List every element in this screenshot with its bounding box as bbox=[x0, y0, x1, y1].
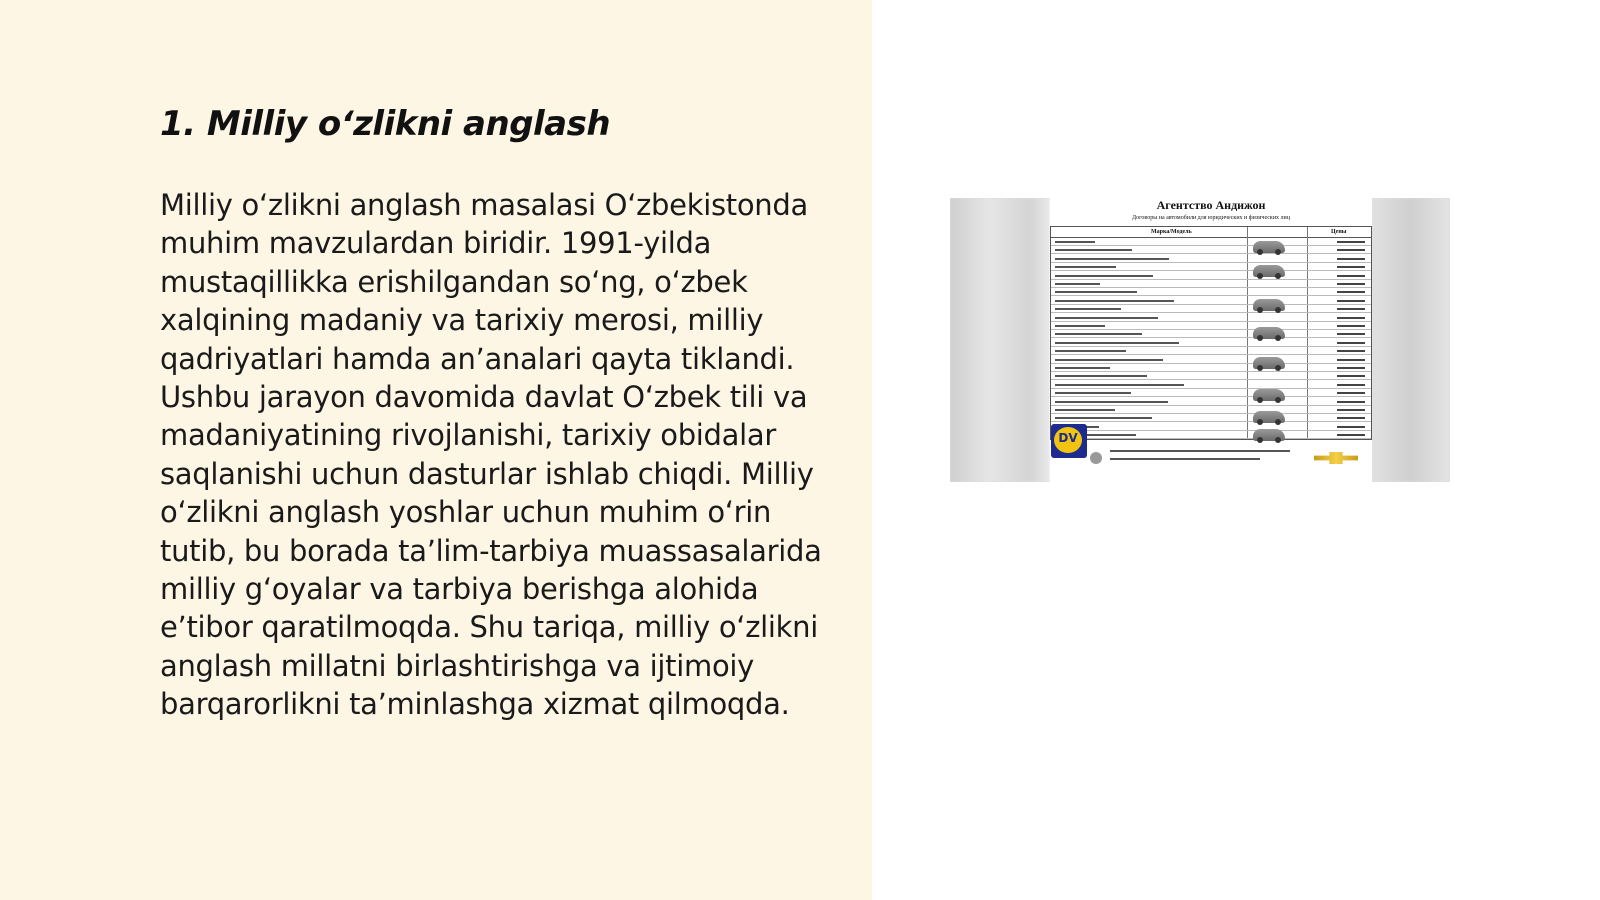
table-row-price bbox=[1337, 342, 1365, 344]
table-row-divider bbox=[1051, 379, 1371, 380]
table-row-divider bbox=[1051, 329, 1371, 330]
table-row-price bbox=[1337, 325, 1365, 327]
chevrolet-logo-icon bbox=[1314, 452, 1358, 464]
car-icon bbox=[1253, 357, 1285, 369]
table-row-label bbox=[1055, 401, 1168, 403]
table-row-divider bbox=[1051, 413, 1371, 414]
table-row-label bbox=[1055, 342, 1179, 344]
table-row-price bbox=[1337, 333, 1365, 335]
table-row-price bbox=[1337, 417, 1365, 419]
car-icon bbox=[1253, 265, 1285, 277]
table-row-divider bbox=[1051, 405, 1371, 406]
table-row-price bbox=[1337, 426, 1365, 428]
table-row-label bbox=[1055, 258, 1169, 260]
price-table-header bbox=[1051, 227, 1371, 238]
emblem-icon bbox=[1090, 452, 1102, 464]
table-row-divider bbox=[1051, 354, 1371, 355]
table-row-label bbox=[1055, 300, 1174, 302]
table-row-label bbox=[1055, 350, 1126, 352]
table-row-label bbox=[1055, 333, 1142, 335]
table-row-price bbox=[1337, 350, 1365, 352]
footer-line bbox=[1110, 450, 1290, 452]
table-row-price bbox=[1337, 367, 1365, 369]
table-row-divider bbox=[1051, 287, 1371, 288]
table-row-label bbox=[1055, 384, 1184, 386]
car-icon bbox=[1253, 429, 1285, 441]
table-row-price bbox=[1337, 401, 1365, 403]
table-row-divider bbox=[1051, 321, 1371, 322]
car-icon bbox=[1253, 389, 1285, 401]
footer-line bbox=[1110, 458, 1260, 460]
table-row-label bbox=[1055, 325, 1105, 327]
table-column-divider bbox=[1307, 227, 1308, 439]
table-row-price bbox=[1337, 308, 1365, 310]
table-row-divider bbox=[1051, 245, 1371, 246]
table-row-label bbox=[1055, 266, 1116, 268]
table-row-label bbox=[1055, 241, 1095, 243]
table-row-divider bbox=[1051, 371, 1371, 372]
table-row-divider bbox=[1051, 430, 1371, 431]
table-row-price bbox=[1337, 249, 1365, 251]
table-row-price bbox=[1337, 392, 1365, 394]
table-row-price bbox=[1337, 241, 1365, 243]
table-row-divider bbox=[1051, 363, 1371, 364]
table-row-divider bbox=[1051, 253, 1371, 254]
table-row-label bbox=[1055, 417, 1152, 419]
slide-body-text: Milliy o‘zlikni anglash masalasi O‘zbekistonda muhim mavzulardan biridir. 1991-yilda mustaqillikka erishilgandan so‘ng, o‘zbek xalqining madaniy va tarixiy merosi, milliy qadriyatlari hamda an’analari qayta tiklandi. Ushbu jarayon davomida davlat O‘zbek tili va madaniyatining rivojlanishi, tarixiy obidalar saqlanishi uchun dasturlar ishlab chiqdi. Milliy o‘zlikni anglash yoshlar uchun muhim o‘rin tutib, bu borada ta’lim-tarbiya muassasalarida milliy g‘oyalar va tarbiya berishga alohida e’tibor qaratilmoqda. Shu tariqa, milliy o‘zlikni anglash millatni birlashtirishga va ijtimoiy barqarorlikni ta’minlashga xizmat qilmoqda. bbox=[160, 188, 822, 722]
table-row-divider bbox=[1051, 337, 1371, 338]
table-row-price bbox=[1337, 384, 1365, 386]
table-row-price bbox=[1337, 291, 1365, 293]
table-row-label bbox=[1055, 291, 1137, 293]
table-row-price bbox=[1337, 300, 1365, 302]
price-table bbox=[1050, 226, 1372, 440]
table-column-divider bbox=[1247, 227, 1248, 439]
table-row-label bbox=[1055, 367, 1110, 369]
slide-heading: 1. Milliy o‘zlikni anglash bbox=[160, 104, 611, 144]
table-row-divider bbox=[1051, 279, 1371, 280]
table-row-divider bbox=[1051, 388, 1371, 389]
table-row-label bbox=[1055, 275, 1153, 277]
table-row-label bbox=[1055, 392, 1131, 394]
table-row-label bbox=[1055, 283, 1100, 285]
car-icon bbox=[1253, 327, 1285, 339]
car-icon bbox=[1253, 411, 1285, 423]
table-row-price bbox=[1337, 266, 1365, 268]
table-row-label bbox=[1055, 409, 1115, 411]
table-row-price bbox=[1337, 258, 1365, 260]
table-row-price bbox=[1337, 409, 1365, 411]
table-row-label bbox=[1055, 249, 1132, 251]
table-row-label bbox=[1055, 317, 1158, 319]
table-row-label bbox=[1055, 359, 1163, 361]
table-row-price bbox=[1337, 317, 1365, 319]
document-image bbox=[950, 198, 1450, 482]
table-row-price bbox=[1337, 434, 1365, 436]
table-row-divider bbox=[1051, 295, 1371, 296]
table-row-divider bbox=[1051, 270, 1371, 271]
table-row-divider bbox=[1051, 421, 1371, 422]
table-row-divider bbox=[1051, 312, 1371, 313]
price-list-document bbox=[1050, 198, 1372, 482]
table-row-divider bbox=[1051, 304, 1371, 305]
car-icon bbox=[1253, 241, 1285, 253]
table-row-divider bbox=[1051, 262, 1371, 263]
dv-logo-text: DV bbox=[1058, 431, 1078, 445]
dv-logo bbox=[1051, 424, 1087, 458]
table-row-price bbox=[1337, 283, 1365, 285]
table-row-divider bbox=[1051, 438, 1371, 439]
column-header-price: Цены bbox=[1331, 229, 1347, 235]
table-row-price bbox=[1337, 375, 1365, 377]
table-row-label bbox=[1055, 375, 1147, 377]
document-title: Агентство Андижон bbox=[1156, 198, 1266, 212]
table-row-price bbox=[1337, 275, 1365, 277]
car-icon bbox=[1253, 299, 1285, 311]
column-header-model: Марка/Модель bbox=[1151, 229, 1192, 235]
table-row-price bbox=[1337, 359, 1365, 361]
table-row-divider bbox=[1051, 396, 1371, 397]
document-subtitle: Договоры на автомобили для юридических и физических лиц bbox=[1132, 215, 1290, 221]
table-row-label bbox=[1055, 308, 1121, 310]
table-row-divider bbox=[1051, 346, 1371, 347]
